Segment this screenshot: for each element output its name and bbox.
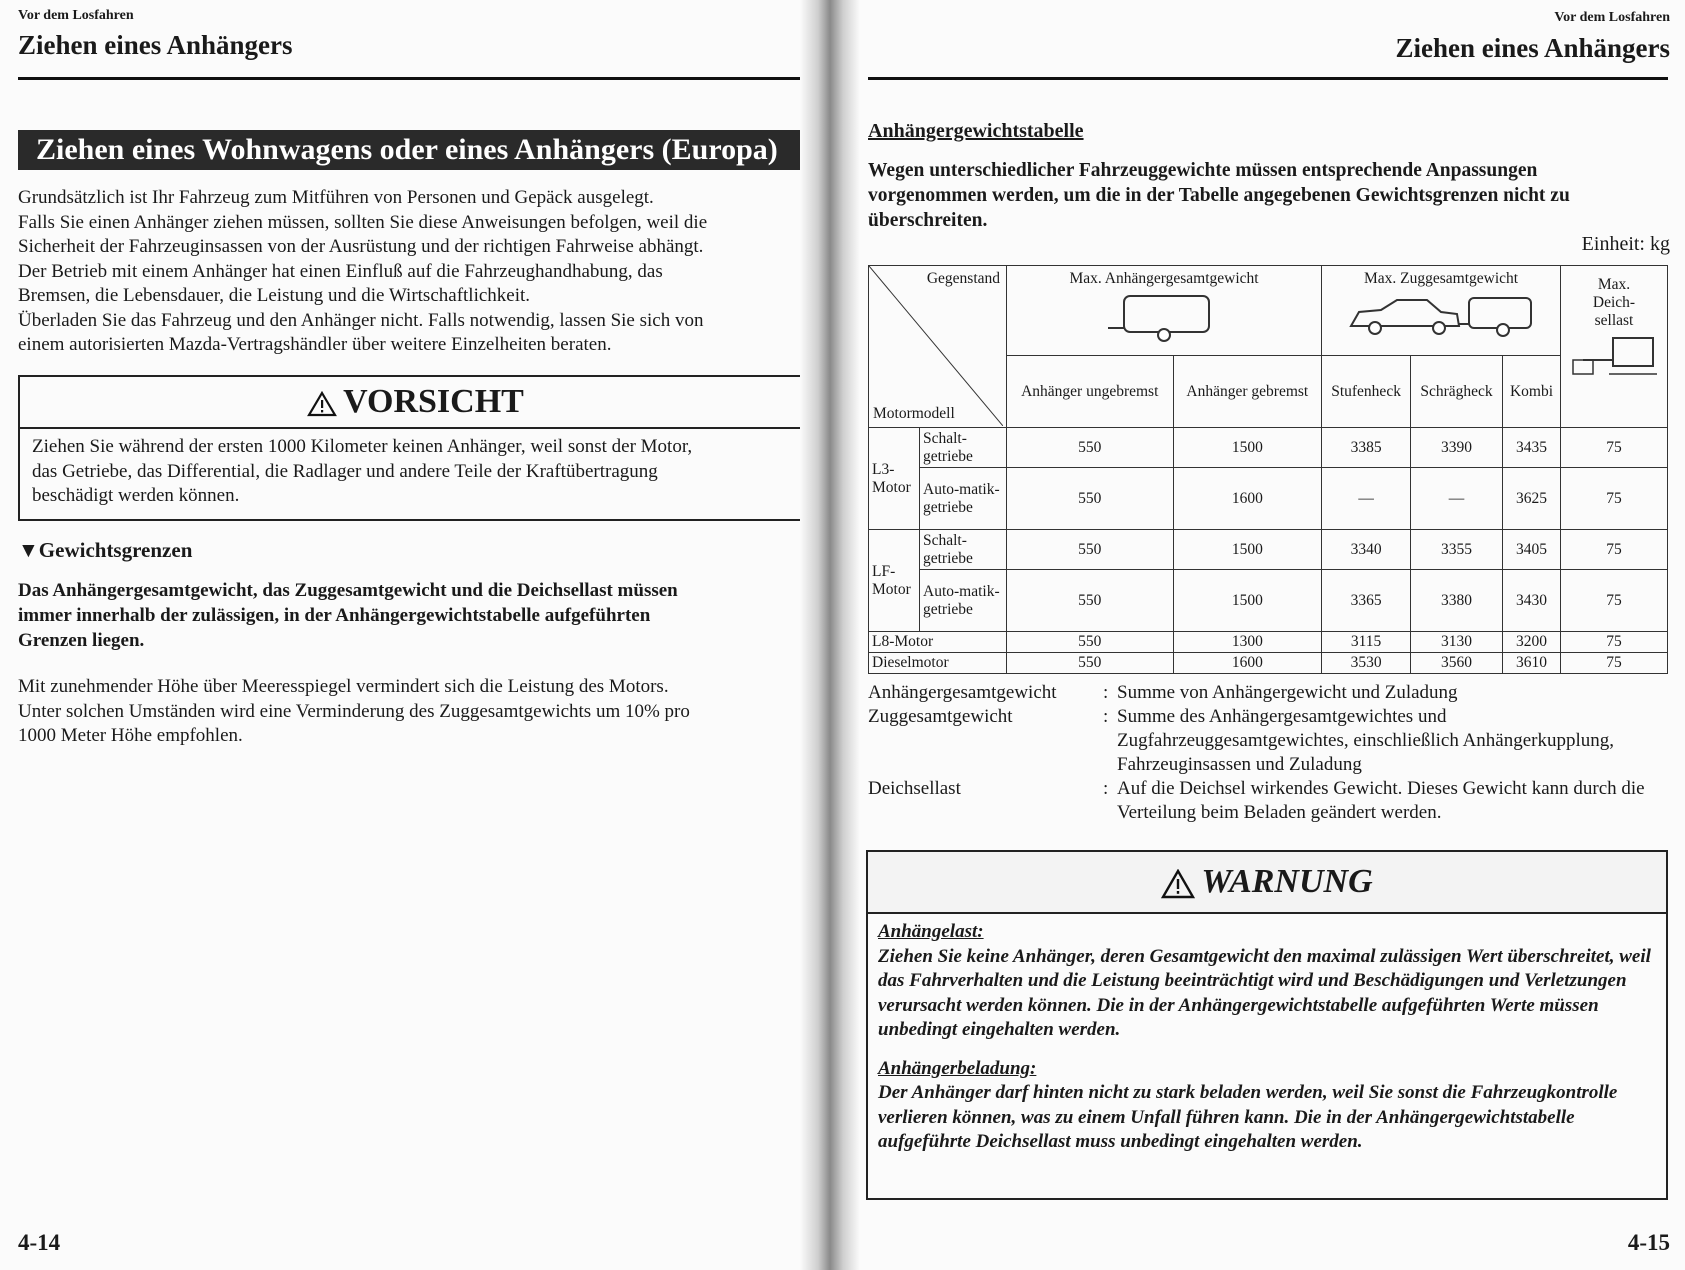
transmission-cell: Schalt-getriebe bbox=[920, 530, 1007, 570]
engine-cell: Dieselmotor bbox=[869, 653, 1007, 674]
trailer-icon bbox=[1104, 288, 1224, 343]
definition-term: Anhängergesamtgewicht bbox=[868, 682, 1057, 703]
definition-desc: Summe des Anhängergesamtgewichtes und Zugfahrzeuggesamtgewichtes, einschließlich Anhängerkupplung, Fahrzeuginsassen und Zuladung bbox=[1117, 706, 1615, 775]
left-page bbox=[0, 0, 815, 1270]
value-cell: 3390 bbox=[1411, 428, 1503, 468]
section-label: Vor dem Losfahren bbox=[18, 8, 134, 23]
weight-table bbox=[868, 265, 1668, 674]
value-cell: 75 bbox=[1561, 653, 1668, 674]
value-cell: 75 bbox=[1561, 632, 1668, 653]
value-cell: 3625 bbox=[1502, 468, 1560, 530]
value-cell: 550 bbox=[1007, 468, 1174, 530]
value-cell: 3365 bbox=[1322, 570, 1411, 632]
value-cell: 3610 bbox=[1502, 653, 1560, 674]
table-row bbox=[869, 570, 1668, 632]
definition-desc: Summe von Anhängergewicht und Zuladung bbox=[1117, 682, 1458, 703]
value-cell: 75 bbox=[1561, 530, 1668, 570]
value-cell: 3200 bbox=[1502, 632, 1560, 653]
table-row bbox=[869, 468, 1668, 530]
value-cell: — bbox=[1411, 468, 1503, 530]
table-row bbox=[869, 632, 1668, 653]
definition-row: Anhängergesamtgewicht : Summe von Anhängergewicht und Zuladung bbox=[868, 681, 1668, 705]
header-rule bbox=[868, 77, 1668, 80]
table-corner-cell bbox=[869, 266, 1007, 428]
diagonal-line bbox=[869, 266, 1003, 426]
section-banner: Ziehen eines Wohnwagens oder eines Anhängers (Europa) bbox=[18, 130, 813, 170]
train-total-label: Max. Zuggesamtgewicht bbox=[1364, 270, 1519, 287]
intro-paragraph bbox=[18, 186, 813, 358]
table-row bbox=[869, 530, 1668, 570]
definition-term: Deichsellast bbox=[868, 778, 961, 799]
definition-list bbox=[868, 681, 1668, 825]
value-cell: 3340 bbox=[1322, 530, 1411, 570]
transmission-cell: Auto-matik-getriebe bbox=[920, 570, 1007, 632]
table-row bbox=[869, 653, 1668, 674]
value-cell: 75 bbox=[1561, 570, 1668, 632]
limits-line: immer innerhalb der zulässigen, in der Anhängergewichtstabelle aufgeführten bbox=[18, 605, 651, 626]
warning-text: Der Anhänger darf hinten nicht zu stark beladen werden, weil Sie sonst die Fahrzeugkontrolle verlieren können, was zu einem Unfall führen kann. Die in der Anhängergewichtstabelle aufgeführte Deichsellast muss unbedingt eingehalten werden. bbox=[878, 1082, 1618, 1152]
caution-title bbox=[20, 377, 811, 429]
trailer-total-label: Max. Anhängergesamtgewicht bbox=[1069, 270, 1259, 287]
value-cell: — bbox=[1322, 468, 1411, 530]
definition-term: Zuggesamtgewicht bbox=[868, 706, 1013, 727]
definition-desc: Auf die Deichsel wirkendes Gewicht. Dieses Gewicht kann durch die Verteilung beim Beladen geändert werden. bbox=[1117, 778, 1645, 823]
value-cell: 550 bbox=[1007, 653, 1174, 674]
intro-line: Falls Sie einen Anhänger ziehen müssen, sollten Sie diese Anweisungen befolgen, weil die bbox=[18, 211, 708, 233]
limits-line: Grenzen liegen. bbox=[18, 630, 145, 651]
value-cell: 3355 bbox=[1411, 530, 1503, 570]
tongue-scale-icon bbox=[1569, 330, 1659, 380]
warning-body bbox=[868, 914, 1666, 1161]
value-cell: 3530 bbox=[1322, 653, 1411, 674]
engine-cell: L3-Motor bbox=[869, 428, 920, 530]
definition-row: Deichsellast : Auf die Deichsel wirkendes Gewicht. Dieses Gewicht kann durch die Verteilung beim Beladen geändert werden. bbox=[868, 777, 1668, 825]
header-rule bbox=[18, 77, 813, 80]
transmission-cell: Auto-matik-getriebe bbox=[920, 468, 1007, 530]
engine-cell: LF-Motor bbox=[869, 530, 920, 632]
intro-line: Grundsätzlich ist Ihr Fahrzeug zum Mitführen von Personen und Gepäck ausgelegt. bbox=[18, 187, 654, 208]
table-intro-line: überschreiten. bbox=[868, 210, 988, 231]
book-gutter bbox=[800, 0, 860, 1270]
warning-subheading: Anhängerbeladung: bbox=[878, 1057, 1037, 1079]
value-cell: 1500 bbox=[1173, 570, 1322, 632]
value-cell: 3435 bbox=[1502, 428, 1560, 468]
unit-label: Einheit: kg bbox=[1581, 233, 1670, 255]
section-label: Vor dem Losfahren bbox=[1554, 10, 1670, 25]
table-intro bbox=[868, 158, 1668, 233]
value-cell: 75 bbox=[1561, 428, 1668, 468]
value-cell: 3430 bbox=[1502, 570, 1560, 632]
intro-line: Sicherheit der Fahrzeuginsassen von der Ausrüstung und der richtigen Fahrweise abhängt. bbox=[18, 236, 704, 257]
value-cell: 1600 bbox=[1173, 653, 1322, 674]
intro-line: einem autorisierten Mazda-Vertragshändler über weitere Einzelheiten beraten. bbox=[18, 334, 612, 355]
table-row bbox=[869, 428, 1668, 468]
sub-braked: Anhänger gebremst bbox=[1173, 356, 1322, 428]
caution-line: das Getriebe, das Differential, die Radlager und andere Teile der Kraftübertragung bbox=[32, 460, 658, 482]
value-cell: 550 bbox=[1007, 570, 1174, 632]
caution-title-text: VORSICHT bbox=[343, 383, 524, 420]
value-cell: 1500 bbox=[1173, 428, 1322, 468]
definition-row: Zuggesamtgewicht : Summe des Anhängergesamtgewichtes und Zugfahrzeuggesamtgewichtes, einschließlich Anhängerkupplung, Fahrzeuginsassen und Zuladung bbox=[868, 705, 1668, 777]
value-cell: 550 bbox=[1007, 632, 1174, 653]
page-title: Ziehen eines Anhängers bbox=[18, 30, 293, 60]
value-cell: 1300 bbox=[1173, 632, 1322, 653]
value-cell: 3385 bbox=[1322, 428, 1411, 468]
value-cell: 3405 bbox=[1502, 530, 1560, 570]
altitude-line: 1000 Meter Höhe empfohlen. bbox=[18, 725, 243, 746]
warning-subheading: Anhängelast: bbox=[878, 921, 984, 942]
sub-wagon: Kombi bbox=[1502, 356, 1560, 428]
caution-box bbox=[18, 375, 813, 521]
warning-triangle-icon bbox=[307, 391, 337, 417]
sub-sedan: Stufenheck bbox=[1322, 356, 1411, 428]
caution-line: Ziehen Sie während der ersten 1000 Kilometer keinen Anhänger, weil sonst der Motor, bbox=[32, 436, 693, 457]
value-cell: 550 bbox=[1007, 530, 1174, 570]
page-number: 4-15 bbox=[1627, 1230, 1670, 1255]
table-intro-line: Wegen unterschiedlicher Fahrzeuggewichte müssen entsprechende Anpassungen bbox=[868, 160, 1538, 181]
page-number: 4-14 bbox=[18, 1230, 61, 1255]
limits-line: Das Anhängergesamtgewicht, das Zuggesamtgewicht und die Deichsellast müssen bbox=[18, 580, 678, 601]
tongue-label: Max. Deich-sellast bbox=[1592, 276, 1636, 329]
altitude-line: Unter solchen Umständen wird eine Verminderung des Zuggesamtgewichts um 10% pro bbox=[18, 700, 690, 722]
transmission-cell: Schalt-getriebe bbox=[920, 428, 1007, 468]
sub-unbraked: Anhänger ungebremst bbox=[1007, 356, 1174, 428]
page-title: Ziehen eines Anhängers bbox=[1395, 33, 1670, 63]
engine-cell: L8-Motor bbox=[869, 632, 1007, 653]
value-cell: 1600 bbox=[1173, 468, 1322, 530]
value-cell: 3130 bbox=[1411, 632, 1503, 653]
weight-limits-heading: ▼Gewichtsgrenzen bbox=[18, 538, 193, 562]
intro-line: Der Betrieb mit einem Anhänger hat einen Einfluß auf die Fahrzeughandhabung, das bbox=[18, 260, 663, 282]
altitude-paragraph bbox=[18, 675, 813, 749]
value-cell: 550 bbox=[1007, 428, 1174, 468]
table-intro-line: vorgenommen werden, um die in der Tabelle angegebenen Gewichtsgrenzen nicht zu bbox=[868, 185, 1570, 206]
warning-triangle-icon bbox=[1161, 869, 1195, 899]
value-cell: 1500 bbox=[1173, 530, 1322, 570]
train-total-header bbox=[1322, 266, 1561, 356]
warning-box bbox=[866, 850, 1668, 1200]
value-cell: 75 bbox=[1561, 468, 1668, 530]
sub-hatchback: Schrägheck bbox=[1411, 356, 1503, 428]
limits-paragraph bbox=[18, 578, 813, 653]
warning-text: Ziehen Sie keine Anhänger, deren Gesamtgewicht den maximal zulässigen Wert überschreitet, weil das Fahrverhalten und die Leistung beeinträchtigt wird und Beschädigungen und Verletzungen verursacht werden können. Die in der Anhängergewichtstabelle aufgeführten Werte müssen unbedingt eingehalten werden. bbox=[878, 945, 1651, 1040]
car-with-trailer-icon bbox=[1341, 288, 1541, 343]
corner-top-label: Gegenstand bbox=[926, 270, 1000, 287]
tongue-header bbox=[1561, 266, 1668, 428]
corner-bottom-label: Motormodell bbox=[873, 405, 955, 422]
caution-line: beschädigt werden können. bbox=[32, 485, 240, 506]
caution-text bbox=[20, 429, 811, 515]
trailer-total-header bbox=[1007, 266, 1322, 356]
altitude-line: Mit zunehmender Höhe über Meeresspiegel vermindert sich die Leistung des Motors. bbox=[18, 676, 669, 697]
intro-line: Überladen Sie das Fahrzeug und den Anhänger nicht. Falls notwendig, lassen Sie sich von bbox=[18, 309, 704, 331]
warning-title-text: WARNUNG bbox=[1201, 863, 1373, 900]
value-cell: 3115 bbox=[1322, 632, 1411, 653]
intro-line: Bremsen, die Lebensdauer, die Leistung und die Wirtschaftlichkeit. bbox=[18, 285, 531, 306]
warning-title bbox=[868, 852, 1666, 914]
table-title: Anhängergewichtstabelle bbox=[868, 120, 1084, 142]
value-cell: 3380 bbox=[1411, 570, 1503, 632]
value-cell: 3560 bbox=[1411, 653, 1503, 674]
